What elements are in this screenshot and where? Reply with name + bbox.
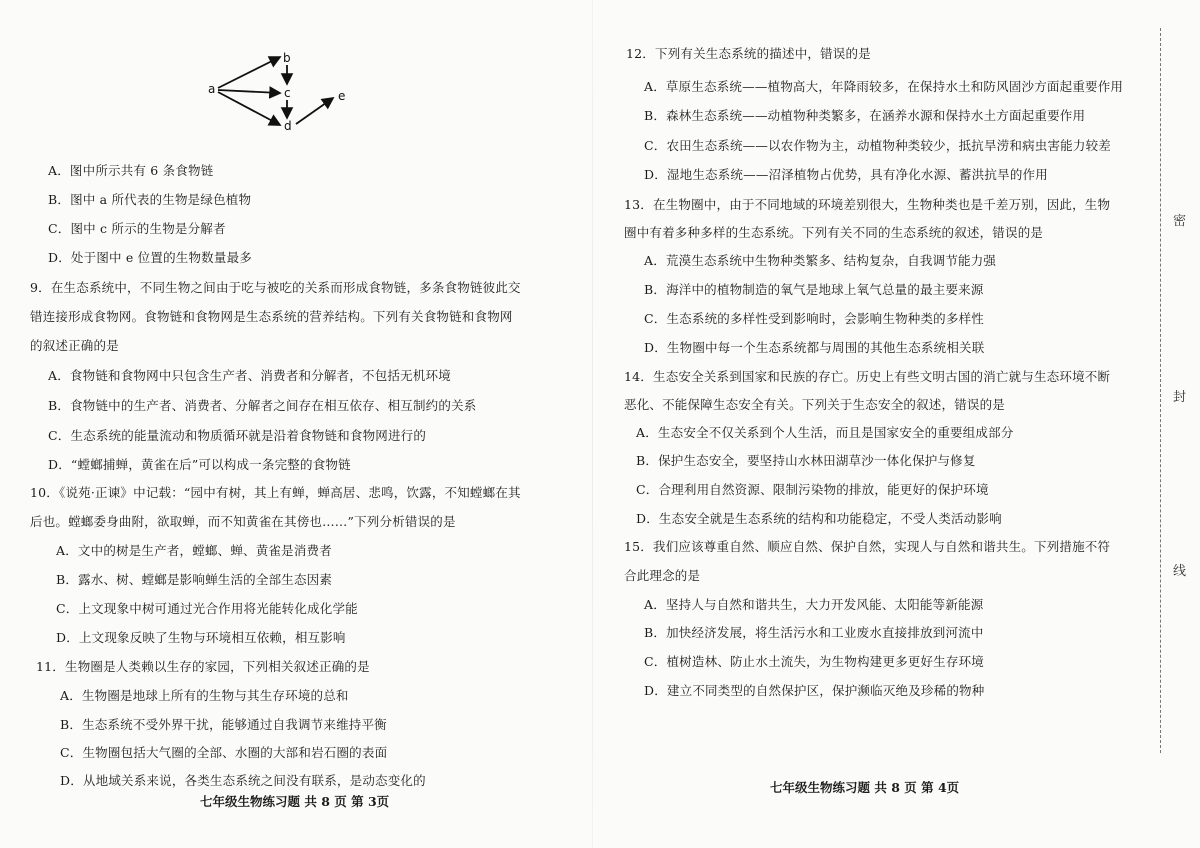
q12-option-b: B．森林生态系统——动植物种类繁多，在涵养水源和保持水土方面起重要作用 xyxy=(644,108,1086,123)
q8-option-b: B．图中 a 所代表的生物是绿色植物 xyxy=(48,192,252,207)
q11-option-a: A．生物圈是地球上所有的生物与其生存环境的总和 xyxy=(60,688,349,703)
q9-option-c: C．生态系统的能量流动和物质循环就是沿着食物链和食物网进行的 xyxy=(48,428,427,443)
node-d: d xyxy=(284,119,292,133)
q9-stem-line3: 的叙述正确的是 xyxy=(30,338,119,353)
node-b: b xyxy=(283,51,291,65)
q10-stem-line1: 10．《说苑·正谏》中记载：“园中有树，其上有蝉，蝉高居、悲鸣，饮露，不知螳螂在其 xyxy=(30,485,521,500)
right-page xyxy=(600,0,1160,848)
food-web-diagram xyxy=(200,48,360,138)
left-page-footer: 七年级生物练习题 共 8 页 第 3页 xyxy=(200,794,390,809)
q11-option-b: B．生态系统不受外界干扰，能够通过自我调节来维持平衡 xyxy=(60,717,387,732)
right-page-footer: 七年级生物练习题 共 8 页 第 4页 xyxy=(770,780,960,795)
edge-d-e xyxy=(296,98,333,124)
q13-option-c: C．生态系统的多样性受到影响时，会影响生物种类的多样性 xyxy=(644,311,984,326)
left-page xyxy=(0,0,585,848)
q13-stem-line1: 13．在生物圈中，由于不同地域的环境差别很大，生物种类也是千差万别，因此，生物 xyxy=(624,197,1111,212)
edge-a-b xyxy=(218,57,280,88)
page-fold xyxy=(592,0,593,848)
q10-option-d: D．上文现象反映了生物与环境相互依赖，相互影响 xyxy=(56,630,346,645)
edge-a-c xyxy=(218,90,280,93)
q10-option-c: C．上文现象中树可通过光合作用将光能转化成化学能 xyxy=(56,601,358,616)
q13-stem-line2: 圈中有着多种多样的生态系统。下列有关不同的生态系统的叙述，错误的是 xyxy=(624,225,1044,240)
q15-option-b: B．加快经济发展，将生活污水和工业废水直接排放到河流中 xyxy=(644,625,984,640)
node-e: e xyxy=(338,89,346,103)
q13-option-d: D．生物圈中每一个生态系统都与周围的其他生态系统相关联 xyxy=(644,340,985,355)
q10-option-a: A．文中的树是生产者，螳螂、蝉、黄雀是消费者 xyxy=(56,543,332,558)
q14-option-b: B．保护生态安全，要坚持山水林田湖草沙一体化保护与修复 xyxy=(636,453,976,468)
q15-stem-line2: 合此理念的是 xyxy=(624,568,701,583)
q10-stem-line2: 后也。螳螂委身曲附，欲取蝉，而不知黄雀在其傍也……”下列分析错误的是 xyxy=(30,514,456,529)
q13-option-b: B．海洋中的植物制造的氧气是地球上氧气总量的最主要来源 xyxy=(644,282,984,297)
seal-char-mi: 密 xyxy=(1173,214,1187,229)
q14-option-d: D．生态安全就是生态系统的结构和功能稳定，不受人类活动影响 xyxy=(636,511,1002,526)
edge-a-d xyxy=(218,92,280,125)
q12-option-c: C．农田生态系统——以农作物为主，动植物种类较少，抵抗旱涝和病虫害能力较差 xyxy=(644,138,1111,153)
q11-option-c: C．生物圈包括大气圈的全部、水圈的大部和岩石圈的表面 xyxy=(60,745,388,760)
q10-option-b: B．露水、树、螳螂是影响蝉生活的全部生态因素 xyxy=(56,572,333,587)
q9-option-d: D．“螳螂捕蝉，黄雀在后”可以构成一条完整的食物链 xyxy=(48,457,351,472)
seal-line xyxy=(1160,28,1161,753)
q12-option-d: D．湿地生态系统——沼泽植物占优势，具有净化水源、蓄洪抗旱的作用 xyxy=(644,167,1048,182)
q8-option-c: C．图中 c 所示的生物是分解者 xyxy=(48,221,226,236)
q14-stem-line1: 14．生态安全关系到国家和民族的存亡。历史上有些文明古国的消亡就与生态环境不断 xyxy=(624,369,1111,384)
q14-stem-line2: 恶化、不能保障生态安全有关。下列关于生态安全的叙述，错误的是 xyxy=(624,397,1006,412)
q12-stem: 12．下列有关生态系统的描述中，错误的是 xyxy=(626,46,871,61)
q9-option-a: A．食物链和食物网中只包含生产者、消费者和分解者，不包括无机环境 xyxy=(48,368,451,383)
q9-stem-line1: 9．在生态系统中，不同生物之间由于吃与被吃的关系而形成食物链，多条食物链彼此交 xyxy=(30,280,521,295)
q14-option-a: A．生态安全不仅关系到个人生活，而且是国家安全的重要组成部分 xyxy=(636,425,1014,440)
q15-option-c: C．植树造林、防止水土流失，为生物构建更多更好生存环境 xyxy=(644,654,984,669)
q14-option-c: C．合理利用自然资源、限制污染物的排放，能更好的保护环境 xyxy=(636,482,989,497)
q8-option-a: A．图中所示共有 6 条食物链 xyxy=(48,163,214,178)
seal-char-feng: 封 xyxy=(1173,390,1187,405)
seal-char-xian: 线 xyxy=(1173,564,1187,579)
q8-option-d: D．处于图中 e 位置的生物数量最多 xyxy=(48,250,252,265)
q9-stem-line2: 错连接形成食物网。食物链和食物网是生态系统的营养结构。下列有关食物链和食物网 xyxy=(30,309,513,324)
q15-stem-line1: 15．我们应该尊重自然、顺应自然、保护自然，实现人与自然和谐共生。下列措施不符 xyxy=(624,539,1111,554)
node-c: c xyxy=(284,86,291,100)
q9-option-b: B．食物链中的生产者、消费者、分解者之间存在相互依存、相互制约的关系 xyxy=(48,398,477,413)
q11-option-d: D．从地域关系来说，各类生态系统之间没有联系，是动态变化的 xyxy=(60,773,426,788)
q13-option-a: A．荒漠生态系统中生物种类繁多、结构复杂，自我调节能力强 xyxy=(644,253,997,268)
q11-stem: 11．生物圈是人类赖以生存的家园，下列相关叙述正确的是 xyxy=(36,659,370,674)
q12-option-a: A．草原生态系统——植物高大，年降雨较多，在保持水土和防风固沙方面起重要作用 xyxy=(644,79,1124,94)
node-a: a xyxy=(208,82,216,96)
q15-option-d: D．建立不同类型的自然保护区，保护濒临灭绝及珍稀的物种 xyxy=(644,683,985,698)
q15-option-a: A．坚持人与自然和谐共生，大力开发风能、太阳能等新能源 xyxy=(644,597,984,612)
